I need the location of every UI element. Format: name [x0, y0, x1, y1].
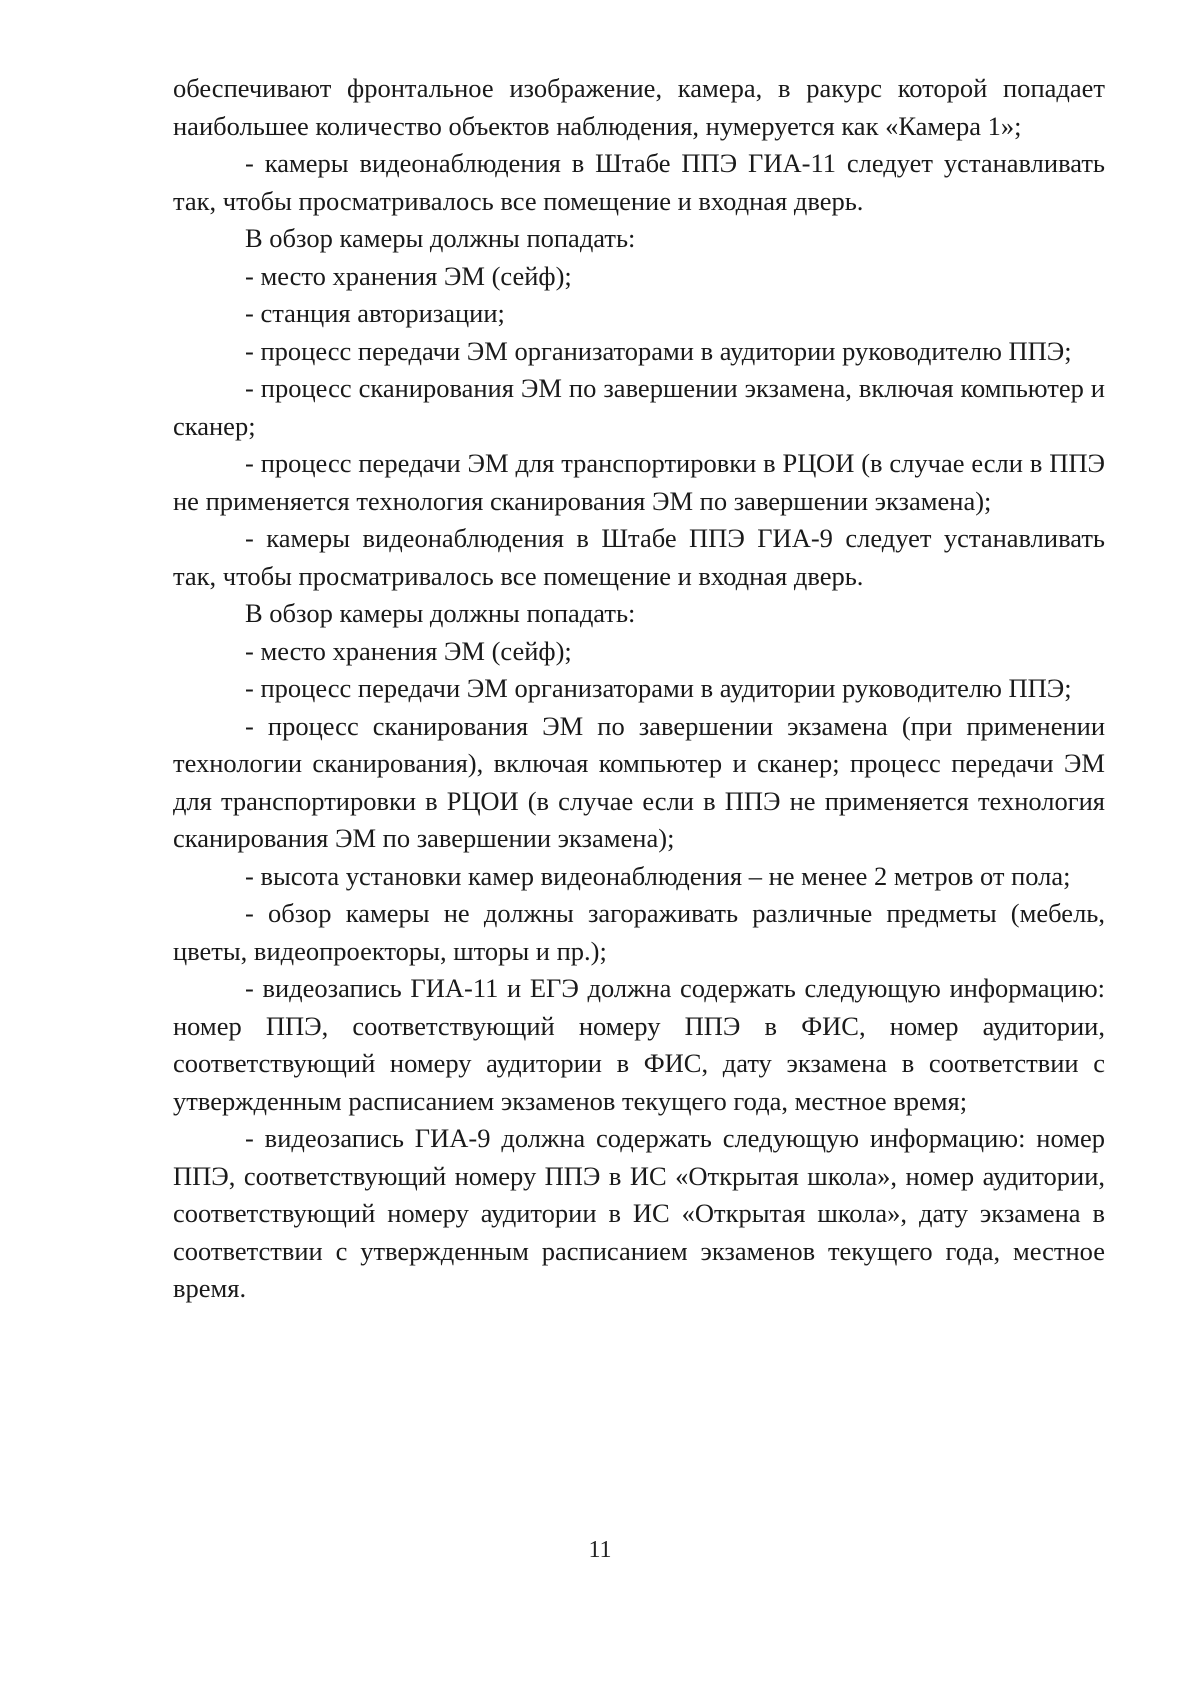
- list-item-video-gia9: - видеозапись ГИА-9 должна содержать следующую информацию: номер ППЭ, соответствующий номеру ППЭ в ИС «Открытая школа», номер аудитории, соответствующий номеру аудитории в ИС «Открытая школа», дату экзамена в соответствии с утвержденным расписанием экзаменов текущего года, местное время.: [173, 1123, 1105, 1303]
- list-item-scanning-2: - процесс сканирования ЭМ по завершении экзамена (при применении технологии сканирования), включая компьютер и сканер; процесс передачи ЭМ для транспортировки в РЦОИ (в случае если в ППЭ не применяется технология сканирования ЭМ по завершении экзамена);: [173, 710, 1105, 853]
- list-item-transfer-to-head: - процесс передачи ЭМ организаторами в аудитории руководителю ППЭ;: [245, 335, 1072, 366]
- list-item-authorization-station: - станция авторизации;: [245, 298, 505, 328]
- list-item-transport-transfer: - процесс передачи ЭМ для транспортировки в РЦОИ (в случае если в ППЭ не применяется технология сканирования ЭМ по завершении экзамена);: [173, 448, 1105, 516]
- document-body: [173, 70, 1105, 1308]
- paragraph-continuation: обеспечивают фронтальное изображение, камера, в ракурс которой попадает наибольшее количество объектов наблюдения, нумеруется как «Камера 1»;: [173, 73, 1105, 141]
- paragraph-camera-shtab-gia9: - камеры видеонаблюдения в Штабе ППЭ ГИА-9 следует устанавливать так, чтобы просматривалось все помещение и входная дверь.: [173, 523, 1105, 591]
- paragraph-view-requirements: В обзор камеры должны попадать:: [245, 223, 636, 253]
- list-item-safe: - место хранения ЭМ (сейф);: [245, 260, 572, 291]
- list-item-scanning: - процесс сканирования ЭМ по завершении экзамена, включая компьютер и сканер;: [173, 373, 1105, 441]
- paragraph-view-requirements-2: В обзор камеры должны попадать:: [245, 598, 636, 628]
- list-item-no-obstruction: - обзор камеры не должны загораживать различные предметы (мебель, цветы, видеопроекторы, шторы и пр.);: [173, 898, 1105, 966]
- list-item-safe-2: - место хранения ЭМ (сейф);: [245, 635, 572, 666]
- list-item-camera-height: - высота установки камер видеонаблюдения – не менее 2 метров от пола;: [245, 860, 1071, 891]
- list-item-transfer-to-head-2: - процесс передачи ЭМ организаторами в аудитории руководителю ППЭ;: [245, 673, 1072, 703]
- paragraph-camera-shtab-gia11: - камеры видеонаблюдения в Штабе ППЭ ГИА-11 следует устанавливать так, чтобы просматривалось все помещение и входная дверь.: [173, 148, 1105, 216]
- page-number: 11: [588, 1537, 612, 1563]
- list-item-video-gia11: - видеозапись ГИА-11 и ЕГЭ должна содержать следующую информацию: номер ППЭ, соответствующий номеру ППЭ в ФИС, номер аудитории, соответствующий номеру аудитории в ФИС, дату экзамена в соответствии с утвержденным расписанием экзаменов текущего года, местное время;: [173, 973, 1105, 1116]
